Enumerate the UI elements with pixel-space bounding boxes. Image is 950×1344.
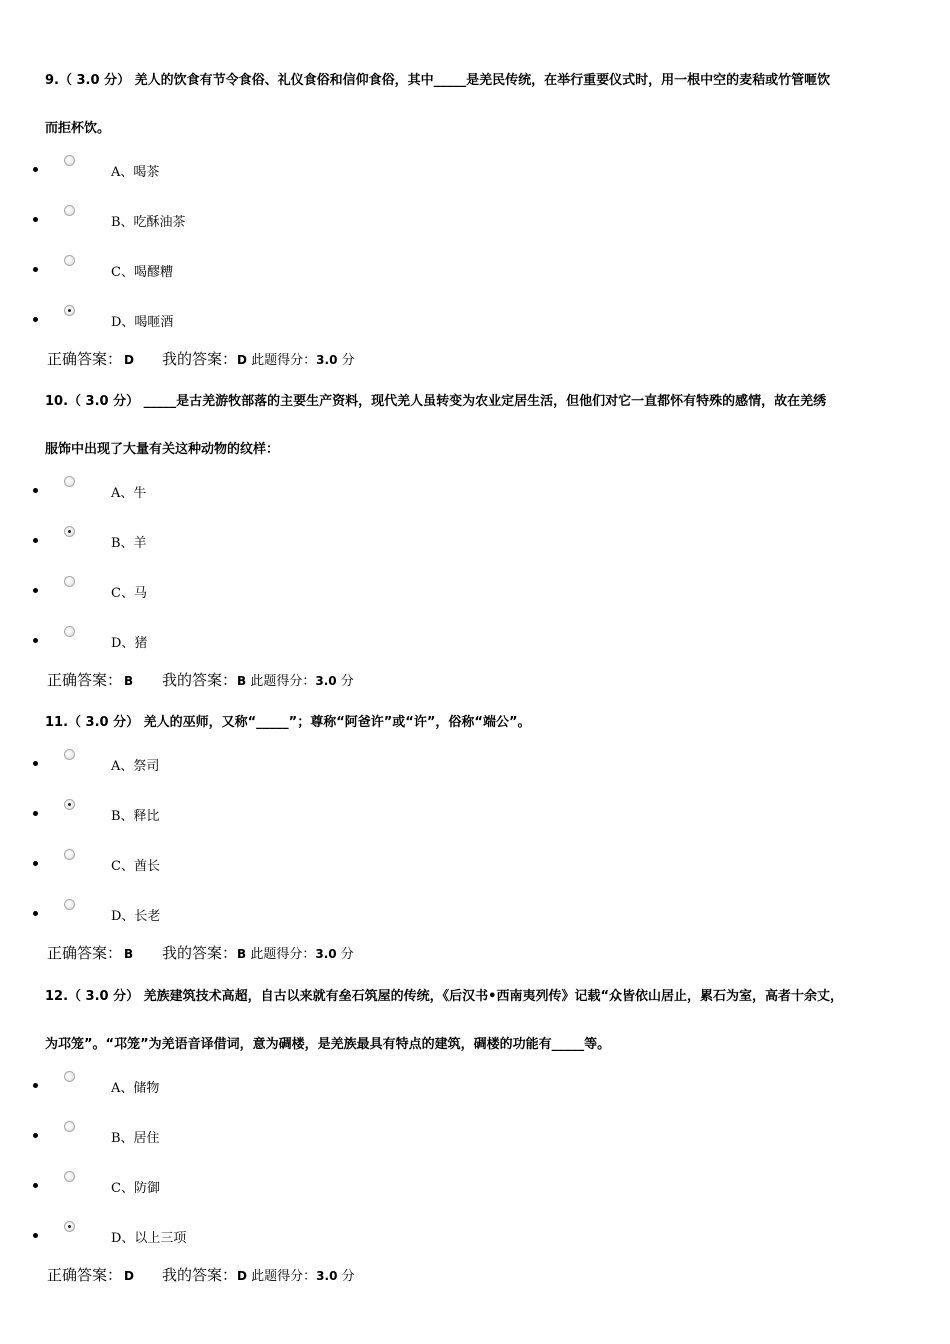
- answer-result: [47, 348, 355, 369]
- option-label: B、居住: [111, 1131, 160, 1146]
- radio-icon[interactable]: [64, 626, 75, 637]
- bullet-icon: [33, 638, 38, 643]
- question-text: 12.（ 3.0 分） 羌族建筑技术高超，自古以来就有垒石筑屋的传统，《后汉书•西南夷列传》记载“众皆依山居止，累石为室，高者十余丈，: [45, 989, 843, 1004]
- radio-icon[interactable]: [64, 1121, 75, 1132]
- bullet-icon: [33, 811, 38, 816]
- answer-option[interactable]: [0, 1171, 400, 1201]
- answer-option[interactable]: [0, 749, 400, 779]
- option-label: D、喝咂酒: [111, 315, 174, 330]
- my-answer-label: 我的答案：: [162, 1266, 238, 1284]
- score-unit: 分: [341, 353, 355, 368]
- radio-icon[interactable]: [64, 476, 75, 487]
- bullet-icon: [33, 167, 38, 172]
- my-answer-value: D: [237, 353, 247, 367]
- option-label: D、以上三项: [111, 1231, 187, 1246]
- radio-selected-icon[interactable]: [64, 526, 75, 537]
- score-value: 3.0: [316, 1269, 338, 1283]
- radio-icon[interactable]: [64, 1071, 75, 1082]
- my-answer-label: 我的答案：: [162, 350, 238, 368]
- correct-answer-value: B: [124, 674, 134, 688]
- answer-option[interactable]: [0, 1121, 400, 1151]
- score-label: 此题得分：: [251, 353, 317, 368]
- bullet-icon: [33, 588, 38, 593]
- bullet-icon: [33, 488, 38, 493]
- answer-result: [47, 942, 354, 963]
- question-text: 11.（ 3.0 分） 羌人的巫师，又称“_____”；尊称“阿爸许”或“许”，俗称“端公”。: [45, 715, 531, 730]
- correct-answer-label: 正确答案：: [47, 1266, 123, 1284]
- bullet-icon: [33, 538, 38, 543]
- question-text-continued: 为邛笼”。“邛笼”为羌语音译借词，意为碉楼，是羌族最具有特点的建筑，碉楼的功能有_____等。: [45, 1037, 611, 1052]
- bullet-icon: [33, 317, 38, 322]
- bullet-icon: [33, 267, 38, 272]
- option-label: B、羊: [111, 536, 147, 551]
- score-unit: 分: [341, 1269, 355, 1284]
- bullet-icon: [33, 217, 38, 222]
- question-text-continued: 服饰中出现了大量有关这种动物的纹样：: [45, 442, 280, 457]
- radio-icon[interactable]: [64, 899, 75, 910]
- bullet-icon: [33, 761, 38, 766]
- answer-option[interactable]: [0, 305, 400, 335]
- score-value: 3.0: [315, 674, 337, 688]
- my-answer-value: B: [237, 947, 247, 961]
- radio-selected-icon[interactable]: [64, 305, 75, 316]
- correct-answer-label: 正确答案：: [47, 671, 123, 689]
- answer-option[interactable]: [0, 526, 400, 556]
- my-answer-value: D: [237, 1269, 247, 1283]
- answer-option[interactable]: [0, 899, 400, 929]
- my-answer-value: B: [237, 674, 247, 688]
- radio-selected-icon[interactable]: [64, 1221, 75, 1232]
- question-text-continued: 而拒杯饮。: [45, 121, 111, 136]
- answer-option[interactable]: [0, 476, 400, 506]
- answer-option[interactable]: [0, 1221, 400, 1251]
- bullet-icon: [33, 1183, 38, 1188]
- option-label: D、长老: [111, 909, 161, 924]
- option-label: C、马: [111, 586, 147, 601]
- bullet-icon: [33, 1133, 38, 1138]
- answer-option[interactable]: [0, 1071, 400, 1101]
- answer-option[interactable]: [0, 155, 400, 185]
- option-label: A、牛: [111, 486, 147, 501]
- bullet-icon: [33, 861, 38, 866]
- option-label: A、储物: [111, 1081, 160, 1096]
- option-label: D、猪: [111, 636, 148, 651]
- option-label: C、喝醪糟: [111, 265, 173, 280]
- correct-answer-label: 正确答案：: [47, 944, 123, 962]
- option-label: B、吃酥油茶: [111, 215, 186, 230]
- answer-option[interactable]: [0, 205, 400, 235]
- radio-icon[interactable]: [64, 155, 75, 166]
- radio-selected-icon[interactable]: [64, 799, 75, 810]
- answer-result: [47, 669, 354, 690]
- option-label: B、释比: [111, 809, 160, 824]
- bullet-icon: [33, 1233, 38, 1238]
- correct-answer-label: 正确答案：: [47, 350, 123, 368]
- my-answer-label: 我的答案：: [162, 944, 238, 962]
- score-unit: 分: [340, 674, 354, 689]
- answer-option[interactable]: [0, 849, 400, 879]
- bullet-icon: [33, 911, 38, 916]
- answer-option[interactable]: [0, 576, 400, 606]
- score-label: 此题得分：: [250, 947, 316, 962]
- radio-icon[interactable]: [64, 205, 75, 216]
- option-label: C、酋长: [111, 859, 160, 874]
- bullet-icon: [33, 1083, 38, 1088]
- radio-icon[interactable]: [64, 576, 75, 587]
- question-text: 10.（ 3.0 分） _____是古羌游牧部落的主要生产资料，现代羌人虽转变为农业定居生活，但他们对它一直都怀有特殊的感情，故在羌绣: [45, 394, 827, 409]
- answer-option[interactable]: [0, 799, 400, 829]
- question-text: 9.（ 3.0 分） 羌人的饮食有节令食俗、礼仪食俗和信仰食俗，其中_____是羌民传统，在举行重要仪式时，用一根中空的麦秸或竹管咂饮: [45, 73, 831, 88]
- score-unit: 分: [340, 947, 354, 962]
- option-label: A、祭司: [111, 759, 160, 774]
- radio-icon[interactable]: [64, 1171, 75, 1182]
- score-label: 此题得分：: [250, 674, 316, 689]
- correct-answer-value: D: [124, 353, 134, 367]
- correct-answer-value: B: [124, 947, 134, 961]
- radio-icon[interactable]: [64, 749, 75, 760]
- my-answer-label: 我的答案：: [162, 671, 238, 689]
- radio-icon[interactable]: [64, 255, 75, 266]
- option-label: C、防御: [111, 1181, 160, 1196]
- score-value: 3.0: [315, 947, 337, 961]
- score-value: 3.0: [316, 353, 338, 367]
- option-label: A、喝茶: [111, 165, 160, 180]
- answer-option[interactable]: [0, 255, 400, 285]
- score-label: 此题得分：: [251, 1269, 317, 1284]
- answer-result: [47, 1264, 355, 1285]
- correct-answer-value: D: [124, 1269, 134, 1283]
- radio-icon[interactable]: [64, 849, 75, 860]
- answer-option[interactable]: [0, 626, 400, 656]
